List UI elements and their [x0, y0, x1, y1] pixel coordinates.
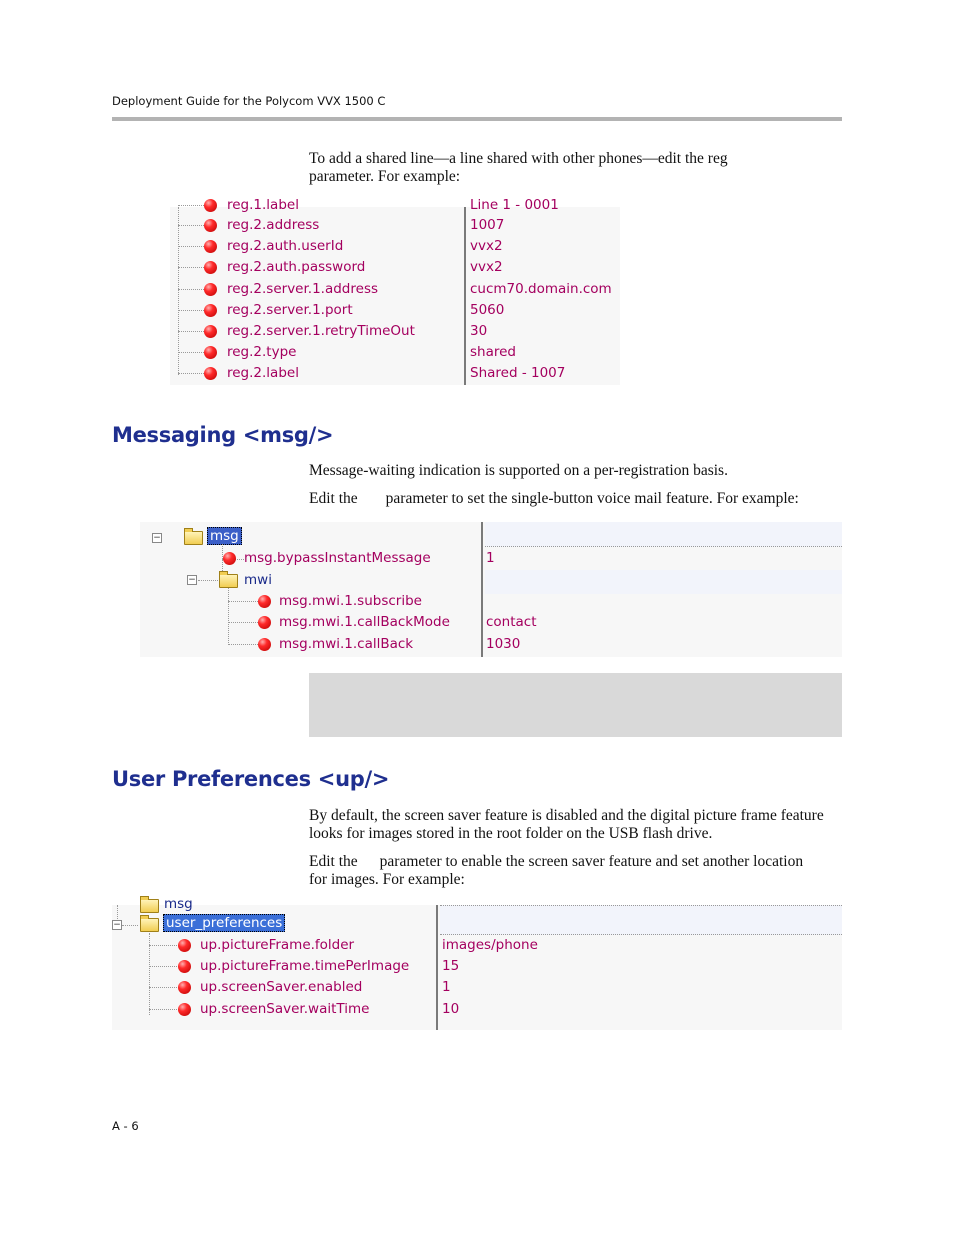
tree-node-label: reg.1.label [227, 197, 299, 213]
running-header: Deployment Guide for the Polycom VVX 1500 C [112, 94, 386, 108]
tree-row[interactable] [170, 342, 620, 363]
value-header-row [440, 905, 842, 935]
folder-icon [184, 531, 203, 545]
parameter-node-icon [204, 304, 217, 317]
parameter-node-icon [258, 595, 271, 608]
shared-line-intro: To add a shared line—a line shared with other phones—edit the reg parameter. For example: [309, 150, 728, 185]
tree-node-value: 15 [442, 958, 460, 975]
parameter-node-icon [178, 939, 191, 952]
tree-node-label: up.pictureFrame.folder [200, 937, 355, 953]
tree-row-partial [170, 195, 620, 216]
parameter-node-icon [204, 367, 217, 380]
parameter-node-icon [258, 616, 271, 629]
tree-node-value: vvx2 [470, 238, 503, 255]
user-prefs-para1: By default, the screen saver feature is disabled and the digital picture frame feature looks for images stored in the root folder on the USB flash drive. [309, 807, 824, 842]
parameter-node-icon [204, 261, 217, 274]
messaging-para2-b: parameter to set the single-button voice mail feature. For example: [385, 490, 799, 507]
tree-row[interactable] [112, 999, 842, 1020]
messaging-para2-a: Edit the [309, 490, 358, 507]
parameter-node-icon [178, 960, 191, 973]
tree-node-label: reg.2.label [227, 365, 299, 382]
tree-node-value: 10 [442, 1000, 460, 1017]
tree-node-label: reg.2.server.1.address [227, 280, 379, 297]
messaging-para1: Message-waiting indication is supported on a per-registration basis. [309, 462, 728, 479]
tree-node-label: reg.2.auth.password [227, 259, 366, 276]
tree-node-value: cucm70.domain.com [470, 280, 612, 297]
tree-node-label: up.screenSaver.enabled [200, 979, 363, 996]
up-tree-screenshot [112, 896, 842, 1030]
tree-row[interactable] [170, 300, 620, 321]
collapse-toggle-up[interactable]: − [113, 920, 121, 930]
tree-row[interactable] [170, 236, 620, 257]
tree-node-value: vvx2 [470, 259, 503, 276]
tree-row[interactable] [140, 634, 842, 655]
tree-node-label: up.pictureFrame.timePerImage [200, 958, 410, 975]
tree-node-value: Shared - 1007 [470, 365, 566, 382]
reg-tree-screenshot [170, 197, 620, 385]
folder-icon [140, 899, 159, 913]
parameter-node-icon [178, 981, 191, 994]
page-number: A - 6 [112, 1119, 139, 1133]
tree-row[interactable] [170, 215, 620, 236]
tree-node-label: reg.2.auth.userId [227, 238, 344, 255]
parameter-node-icon [204, 240, 217, 253]
messaging-para2 [309, 490, 854, 508]
tree-row[interactable] [170, 321, 620, 342]
tree-node-value: 1030 [486, 635, 521, 652]
user-prefs-para2 [309, 853, 809, 889]
tree-node-user-preferences[interactable]: user_preferences [163, 914, 285, 932]
tree-node-mwi[interactable]: mwi [244, 572, 272, 588]
parameter-node-icon [258, 638, 271, 651]
tree-row[interactable] [112, 977, 842, 998]
tree-node-value: 1 [442, 979, 451, 996]
parameter-node-icon [178, 1003, 191, 1016]
tree-node-value: 1007 [470, 217, 505, 233]
collapse-toggle-mwi[interactable]: − [188, 575, 196, 585]
folder-icon [140, 918, 159, 932]
tree-node-label: up.screenSaver.waitTime [200, 1000, 370, 1017]
tree-node-value: 5060 [470, 301, 505, 318]
tree-node-value: images/phone [442, 937, 538, 953]
folder-icon [219, 574, 238, 588]
tree-row[interactable] [170, 363, 620, 384]
tree-row[interactable] [170, 257, 620, 278]
parameter-node-icon [204, 346, 217, 359]
note-box [309, 673, 842, 737]
user-prefs-heading: User Preferences <up/> [112, 767, 390, 791]
tree-row[interactable] [112, 956, 842, 977]
tree-node-value: 1 [486, 550, 495, 566]
parameter-node-icon [204, 219, 217, 232]
tree-node-label: reg.2.server.1.retryTimeOut [227, 323, 415, 339]
tree-node-label: msg.mwi.1.callBackMode [279, 614, 450, 631]
value-header-row [485, 522, 842, 547]
parameter-node-icon [204, 325, 217, 338]
msg-tree-screenshot [140, 522, 842, 657]
tree-node-label: msg.mwi.1.callBack [279, 635, 414, 652]
tree-node-msg[interactable]: msg [207, 527, 242, 545]
user-prefs-para2-a: Edit the [309, 853, 358, 870]
tree-row[interactable] [140, 591, 842, 612]
tree-row[interactable] [140, 612, 842, 633]
tree-node-label: reg.2.server.1.port [227, 301, 353, 318]
parameter-node-icon [204, 283, 217, 296]
tree-node-label: reg.2.address [227, 217, 320, 233]
tree-row[interactable] [170, 279, 620, 300]
tree-node-label: msg.bypassInstantMessage [244, 550, 431, 566]
messaging-heading: Messaging <msg/> [112, 423, 334, 447]
tree-node-value: Line 1 - 0001 [470, 197, 559, 213]
tree-node-label: reg.2.type [227, 344, 297, 361]
tree-row[interactable] [112, 935, 842, 956]
tree-node-value: contact [486, 614, 537, 631]
tree-node-value: 30 [470, 323, 488, 339]
header-rule [112, 117, 842, 121]
user-prefs-para2-b: parameter to enable the screen saver feature and set another location for images. For example: [309, 853, 804, 888]
tree-node-msg-partial[interactable]: msg [164, 896, 193, 912]
tree-node-label: msg.mwi.1.subscribe [279, 593, 422, 609]
tree-node-value: shared [470, 344, 516, 361]
collapse-toggle-msg[interactable]: − [153, 533, 161, 543]
